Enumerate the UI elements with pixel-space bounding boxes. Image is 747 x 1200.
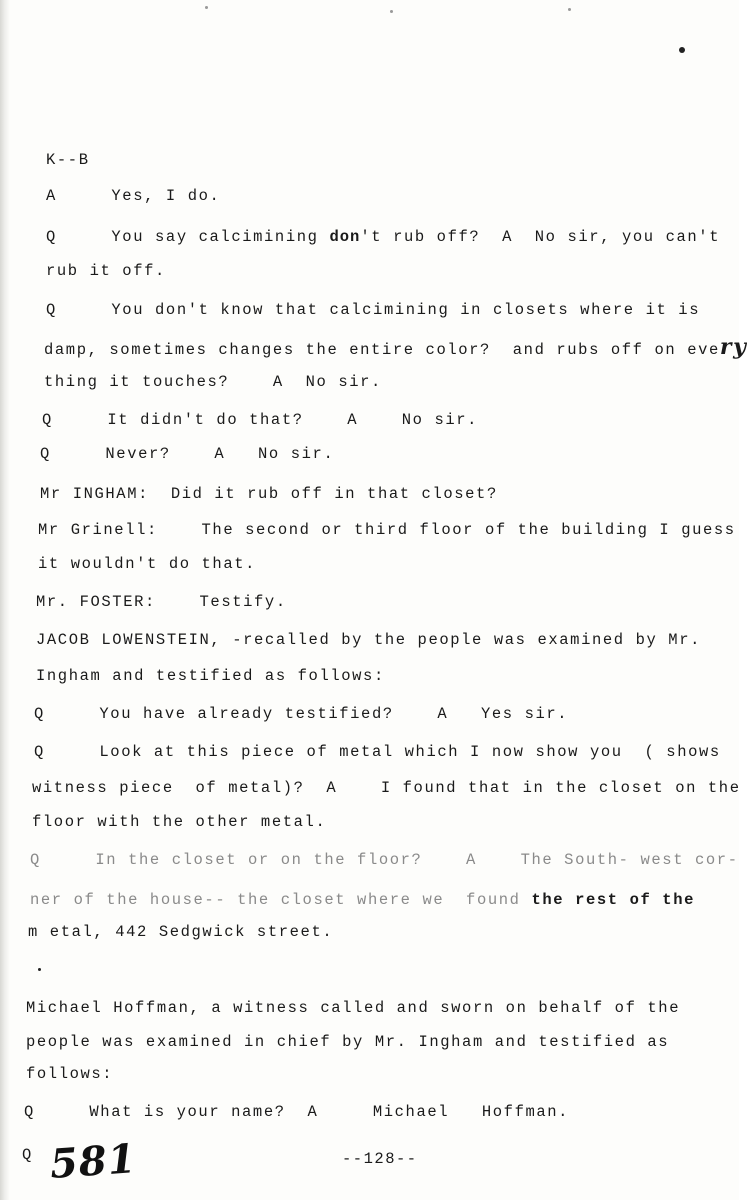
line-text-segment: it wouldn't do that. (38, 555, 257, 573)
scan-speck (38, 968, 41, 971)
transcript-line (30, 890, 695, 910)
transcript-line (36, 666, 385, 686)
line-text-segment: A Yes, I do. (46, 187, 221, 205)
line-text-segment: ry (719, 334, 747, 360)
line-text-segment: Q It didn't do that? A No sir. (42, 411, 479, 429)
line-text-segment: Q Look at this piece of metal which I now show you ( shows (34, 743, 721, 761)
final-question-marker: Q (22, 1146, 32, 1164)
line-text-segment: rub it off. (46, 262, 166, 280)
line-text-segment: Ingham and testified as follows: (36, 667, 385, 685)
line-text-segment: thing it touches? A No sir. (44, 373, 382, 391)
section-label: K--B (46, 151, 90, 169)
transcript-line (24, 1102, 569, 1122)
transcript-line (28, 922, 333, 942)
transcript-line (38, 520, 736, 540)
line-text-segment: Mr Grinell: The second or third floor of the building I guess (38, 521, 736, 539)
line-text-segment: ner of the house-- the closet where we found (30, 891, 532, 909)
transcript-line (40, 444, 334, 464)
transcript-line (32, 812, 326, 832)
scan-speck (679, 47, 685, 53)
line-text-segment: Q In the closet or on the floor? A The South- west cor- (30, 851, 739, 869)
line-text-segment: Q You have already testified? A Yes sir. (34, 705, 569, 723)
transcript-line (46, 300, 700, 320)
line-text-segment: the rest of the (531, 891, 696, 909)
transcript-line (42, 410, 478, 430)
line-text-segment: 't rub off? A No sir, you can't (360, 228, 721, 246)
transcript-line (44, 372, 382, 392)
line-text-segment: Mr. FOSTER: Testify. (36, 593, 287, 611)
transcript-line (30, 850, 739, 870)
line-text-segment: Michael Hoffman, a witness called and sworn on behalf of the (26, 999, 681, 1017)
line-text-segment: follows: (26, 1065, 114, 1083)
transcript-line (36, 630, 701, 650)
transcript-line (46, 261, 166, 281)
scan-edge (0, 0, 10, 1200)
transcript-line (26, 998, 680, 1018)
line-text-segment: Q Never? A No sir. (40, 445, 335, 463)
line-text-segment: people was examined in chief by Mr. Ingham and testified as (26, 1033, 670, 1051)
page-number: --128-- (342, 1150, 418, 1168)
handwritten-page-number: 581 (48, 1135, 139, 1188)
line-text-segment: witness piece of metal)? A I found that in the closet on the (32, 779, 741, 797)
transcript-line (46, 227, 720, 247)
transcript-line (32, 778, 741, 798)
line-text-segment: don (329, 228, 361, 246)
line-text-segment: Q You don't know that calcimining in closets where it is (46, 301, 701, 319)
line-text-segment: Q You say calcimining (46, 228, 330, 246)
transcript-line (26, 1032, 669, 1052)
transcript-line (46, 186, 220, 206)
transcript-line (38, 554, 256, 574)
transcript-line (36, 592, 287, 612)
transcript-line (44, 334, 747, 360)
scan-speck (568, 8, 571, 11)
line-text-segment: JACOB LOWENSTEIN, -recalled by the people was examined by Mr. (36, 631, 701, 649)
line-text-segment: m etal, 442 Sedgwick street. (28, 923, 334, 941)
transcript-line (26, 1064, 113, 1084)
line-text-segment: Mr INGHAM: Did it rub off in that closet? (40, 485, 498, 503)
line-text-segment: Q What is your name? A Michael Hoffman. (24, 1103, 570, 1121)
scan-speck (390, 10, 393, 13)
scan-speck (205, 6, 208, 9)
transcript-line (34, 742, 721, 762)
transcript-line (40, 484, 498, 504)
line-text-segment: damp, sometimes changes the entire color? and rubs off on eve (44, 341, 720, 359)
transcript-line (34, 704, 568, 724)
line-text-segment: floor with the other metal. (32, 813, 327, 831)
